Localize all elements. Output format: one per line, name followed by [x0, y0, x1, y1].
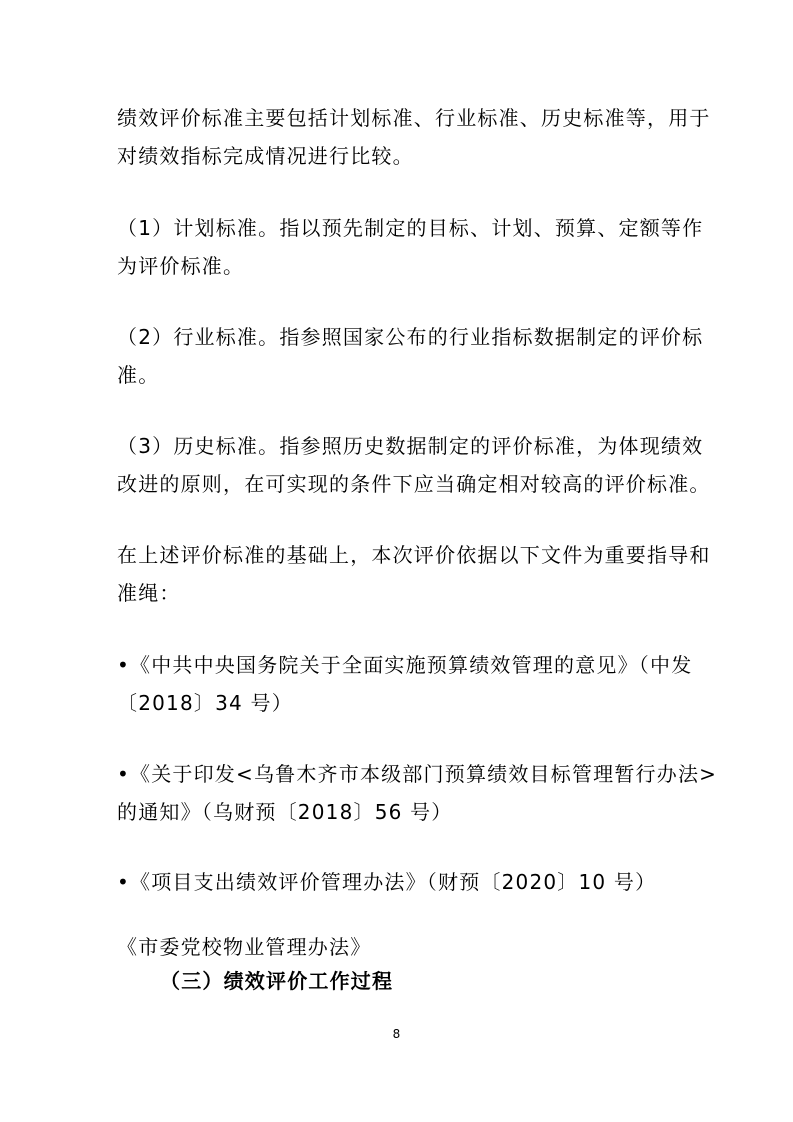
- text-line: （1）计划标准。指以预先制定的目标、计划、预算、定额等作: [117, 216, 704, 240]
- text-line: 的通知》（乌财预〔2018〕56 号）: [117, 800, 453, 824]
- paragraph-industry-standard: [117, 318, 704, 394]
- section-heading: （三）绩效评价工作过程: [160, 969, 394, 993]
- text-line: 对绩效指标完成情况进行比较。: [117, 144, 414, 168]
- text-line: 改进的原则，在可实现的条件下应当确定相对较高的评价标准。: [117, 472, 711, 496]
- paragraph-plan-standard: [117, 209, 704, 285]
- page-number: 8: [392, 1027, 401, 1041]
- reference-item-2: [117, 755, 718, 831]
- text-line: 准绳：: [117, 581, 181, 605]
- text-line: 准。: [117, 363, 160, 387]
- text-line: 《市委党校物业管理办法》: [117, 935, 372, 959]
- reference-item-1: [117, 646, 697, 722]
- text-line: •《关于印发<乌鲁木齐市本级部门预算绩效目标管理暂行办法>: [117, 762, 718, 786]
- text-line: •《项目支出绩效评价管理办法》（财预〔2020〕10 号）: [117, 870, 657, 894]
- text-line: （3）历史标准。指参照历史数据制定的评价标准，为体现绩效: [117, 434, 704, 458]
- paragraph-basis-documents-intro: [117, 536, 711, 612]
- paragraph-historical-standard: [117, 427, 711, 503]
- reference-item-3: [117, 863, 697, 901]
- reference-item-4: [117, 928, 697, 966]
- text-line: 在上述评价标准的基础上，本次评价依据以下文件为重要指导和: [117, 543, 711, 567]
- text-line: （2）行业标准。指参照国家公布的行业指标数据制定的评价标: [117, 325, 704, 349]
- text-line: •《中共中央国务院关于全面实施预算绩效管理的意见》（中发: [117, 653, 693, 677]
- paragraph-evaluation-standards-intro: [117, 99, 711, 175]
- text-line: 为评价标准。: [117, 254, 245, 278]
- text-line: 绩效评价标准主要包括计划标准、行业标准、历史标准等，用于: [117, 106, 711, 130]
- text-line: 〔2018〕34 号）: [117, 691, 293, 715]
